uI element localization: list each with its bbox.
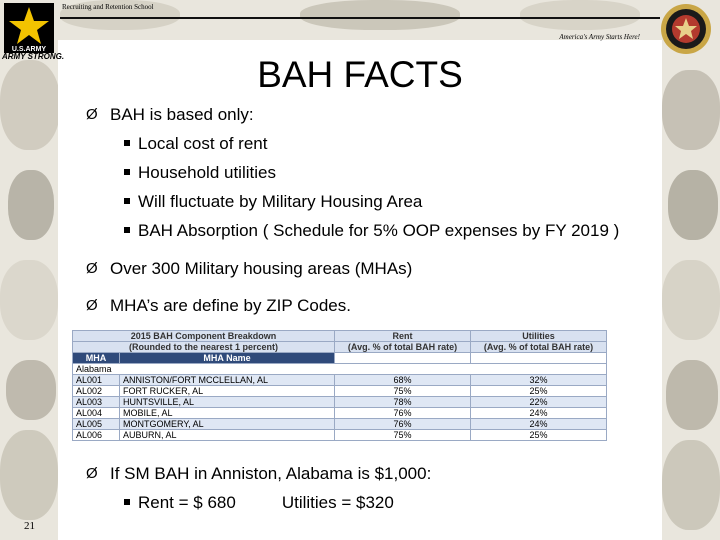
sub-bullet-text: Household utilities bbox=[138, 163, 276, 182]
sub-bullet bbox=[86, 133, 619, 154]
sub-bullet-text: Local cost of rent bbox=[138, 134, 268, 153]
sub-bullet bbox=[86, 220, 619, 241]
bullet-main bbox=[86, 295, 619, 316]
bah-breakdown-table bbox=[72, 330, 607, 441]
logo-text: U.S.ARMY bbox=[11, 46, 47, 53]
table-row: AL005 MONTGOMERY, AL 76% 24% bbox=[73, 419, 607, 430]
state-label: Alabama bbox=[73, 364, 607, 375]
utilities-header: Utilities bbox=[471, 331, 607, 342]
bullet-text: If SM BAH in Anniston, Alabama is $1,000: bbox=[110, 464, 432, 483]
army-strong-brand: ARMY STRONG. bbox=[2, 52, 65, 61]
table-row: AL003 HUNTSVILLE, AL 78% 22% bbox=[73, 397, 607, 408]
recruiting-command-seal bbox=[660, 3, 712, 55]
arrow-bullet-icon: Ø bbox=[86, 297, 98, 314]
square-bullet-icon bbox=[124, 499, 130, 505]
state-row bbox=[73, 364, 607, 375]
bullet-main bbox=[86, 104, 619, 125]
utilities-subheader: (Avg. % of total BAH rate) bbox=[471, 342, 607, 353]
sub-bullet bbox=[86, 492, 431, 513]
table-title-row bbox=[73, 331, 607, 342]
utilities-example: Utilities = $320 bbox=[281, 493, 394, 512]
sub-bullet-text: BAH Absorption ( Schedule for 5% OOP expenses by FY 2019 ) bbox=[138, 221, 620, 240]
col-mha-name: MHA Name bbox=[120, 353, 335, 364]
column-header-row bbox=[73, 353, 607, 364]
square-bullet-icon bbox=[124, 198, 130, 204]
table-row: AL004 MOBILE, AL 76% 24% bbox=[73, 408, 607, 419]
sub-bullet bbox=[86, 191, 619, 212]
arrow-bullet-icon: Ø bbox=[86, 465, 98, 482]
rent-example: Rent = $ 680 bbox=[138, 493, 236, 512]
bullet-main bbox=[86, 258, 619, 279]
arrow-bullet-icon: Ø bbox=[86, 106, 98, 123]
bullet-text: MHA’s are define by ZIP Codes. bbox=[110, 296, 351, 315]
table-row: AL002 FORT RUCKER, AL 75% 25% bbox=[73, 386, 607, 397]
slide-header bbox=[0, 0, 720, 40]
sub-bullet bbox=[86, 162, 619, 183]
bullet-main bbox=[86, 463, 431, 484]
bullet-list bbox=[86, 104, 619, 316]
col-mha: MHA bbox=[73, 353, 120, 364]
example-bullet bbox=[86, 463, 431, 513]
square-bullet-icon bbox=[124, 169, 130, 175]
arrow-bullet-icon: Ø bbox=[86, 260, 98, 277]
table-subtitle-row bbox=[73, 342, 607, 353]
bullet-text: BAH is based only: bbox=[110, 105, 254, 124]
square-bullet-icon bbox=[124, 140, 130, 146]
table-title: 2015 BAH Component Breakdown bbox=[73, 331, 335, 342]
bullet-text: Over 300 Military housing areas (MHAs) bbox=[110, 259, 413, 278]
table-row: AL001 ANNISTON/FORT MCCLELLAN, AL 68% 32% bbox=[73, 375, 607, 386]
school-name: Recruiting and Retention School bbox=[62, 3, 154, 11]
rent-header: Rent bbox=[335, 331, 471, 342]
tagline: America's Army Starts Here! bbox=[559, 33, 640, 41]
table-subtitle: (Rounded to the nearest 1 percent) bbox=[73, 342, 335, 353]
sub-bullet-text: Will fluctuate by Military Housing Area bbox=[138, 192, 423, 211]
page-number: 21 bbox=[24, 520, 35, 532]
table-row: AL006 AUBURN, AL 75% 25% bbox=[73, 430, 607, 441]
page-title: BAH FACTS bbox=[257, 54, 463, 95]
army-star-logo bbox=[4, 3, 54, 53]
header-rule bbox=[60, 17, 660, 19]
rent-subheader: (Avg. % of total BAH rate) bbox=[335, 342, 471, 353]
square-bullet-icon bbox=[124, 227, 130, 233]
